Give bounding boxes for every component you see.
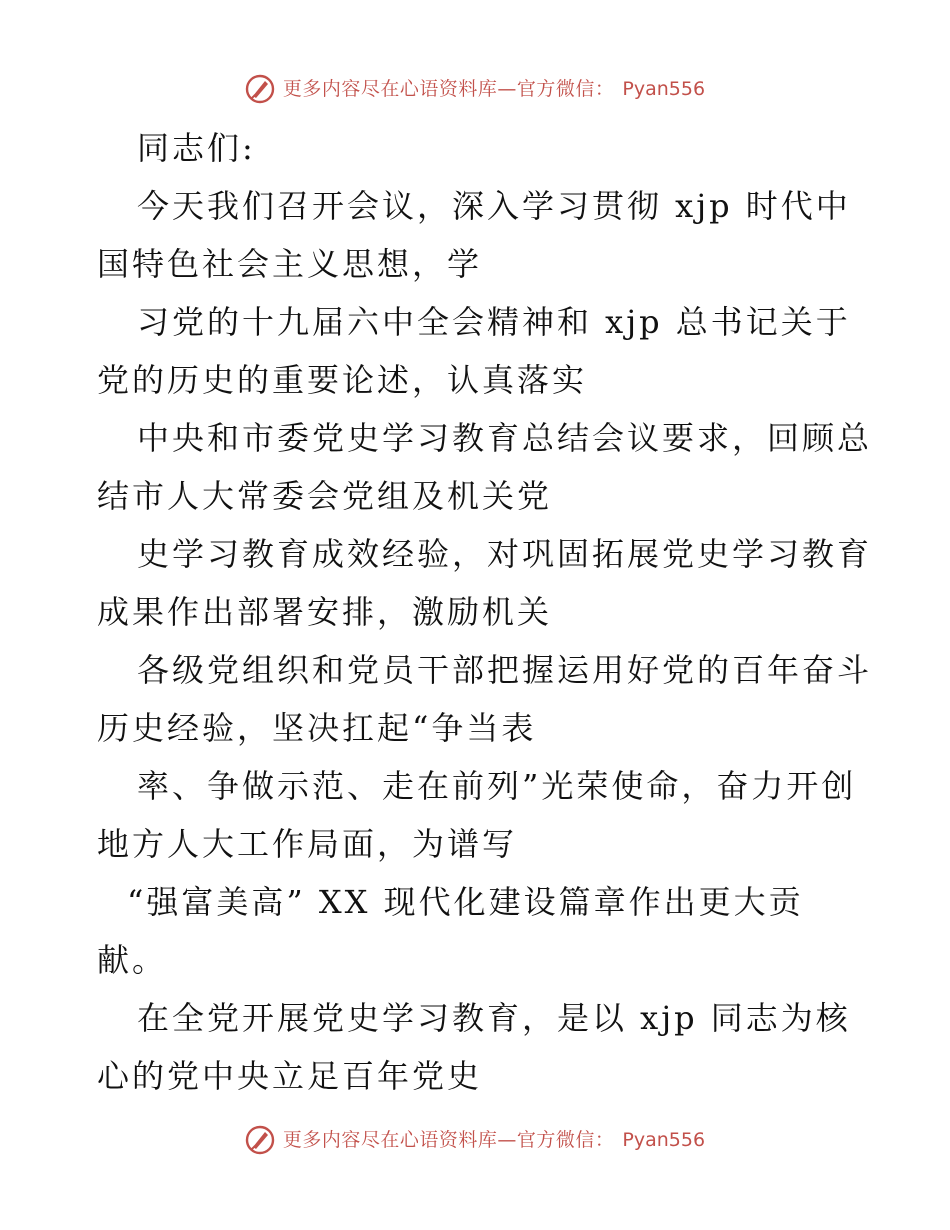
document-body: [97, 124, 873, 1110]
paragraph-line: 中央和市委党史学习教育总结会议要求，回顾总: [137, 419, 873, 457]
header-banner: [0, 74, 950, 104]
paragraph-line: 历史经验，坚决扛起“争当表: [97, 709, 537, 747]
banner-text: 更多内容尽在心语资料库—官方微信：: [282, 1129, 615, 1151]
paragraph-line: 地方人大工作局面，为谱写: [97, 825, 518, 863]
quill-logo-icon: [245, 1125, 275, 1155]
banner-text: 更多内容尽在心语资料库—官方微信：: [282, 78, 615, 100]
paragraph-line: 国特色社会主义思想，学: [97, 245, 483, 283]
banner-wechat-id: Pyan556: [622, 1129, 706, 1151]
paragraph-line: 成果作出部署安排，激励机关: [97, 593, 553, 631]
paragraph-line: 率、争做示范、走在前列”光荣使命，奋力开创: [137, 767, 857, 805]
paragraph-line: 党的历史的重要论述，认真落实: [97, 361, 588, 399]
footer-banner: [0, 1125, 950, 1155]
paragraph-line: 今天我们召开会议，深入学习贯彻 xjp 时代中: [137, 187, 851, 225]
paragraph-line: 结市人大常委会党组及机关党: [97, 477, 553, 515]
paragraph-line: 习党的十九届六中全会精神和 xjp 总书记关于: [137, 303, 851, 341]
paragraph-line: 各级党组织和党员干部把握运用好党的百年奋斗: [137, 651, 873, 689]
paragraph-line: 同志们:: [137, 129, 256, 167]
paragraph-line: 心的党中央立足百年党史: [97, 1057, 483, 1095]
paragraph-line: 献。: [97, 941, 168, 979]
quill-logo-icon: [245, 74, 275, 104]
paragraph-line: 在全党开展党史学习教育，是以 xjp 同志为核: [137, 999, 851, 1037]
paragraph-line: 史学习教育成效经验，对巩固拓展党史学习教育: [137, 535, 873, 573]
banner-wechat-id: Pyan556: [622, 78, 706, 100]
paragraph-line: “强富美高” XX 现代化建设篇章作出更大贡: [127, 883, 804, 921]
